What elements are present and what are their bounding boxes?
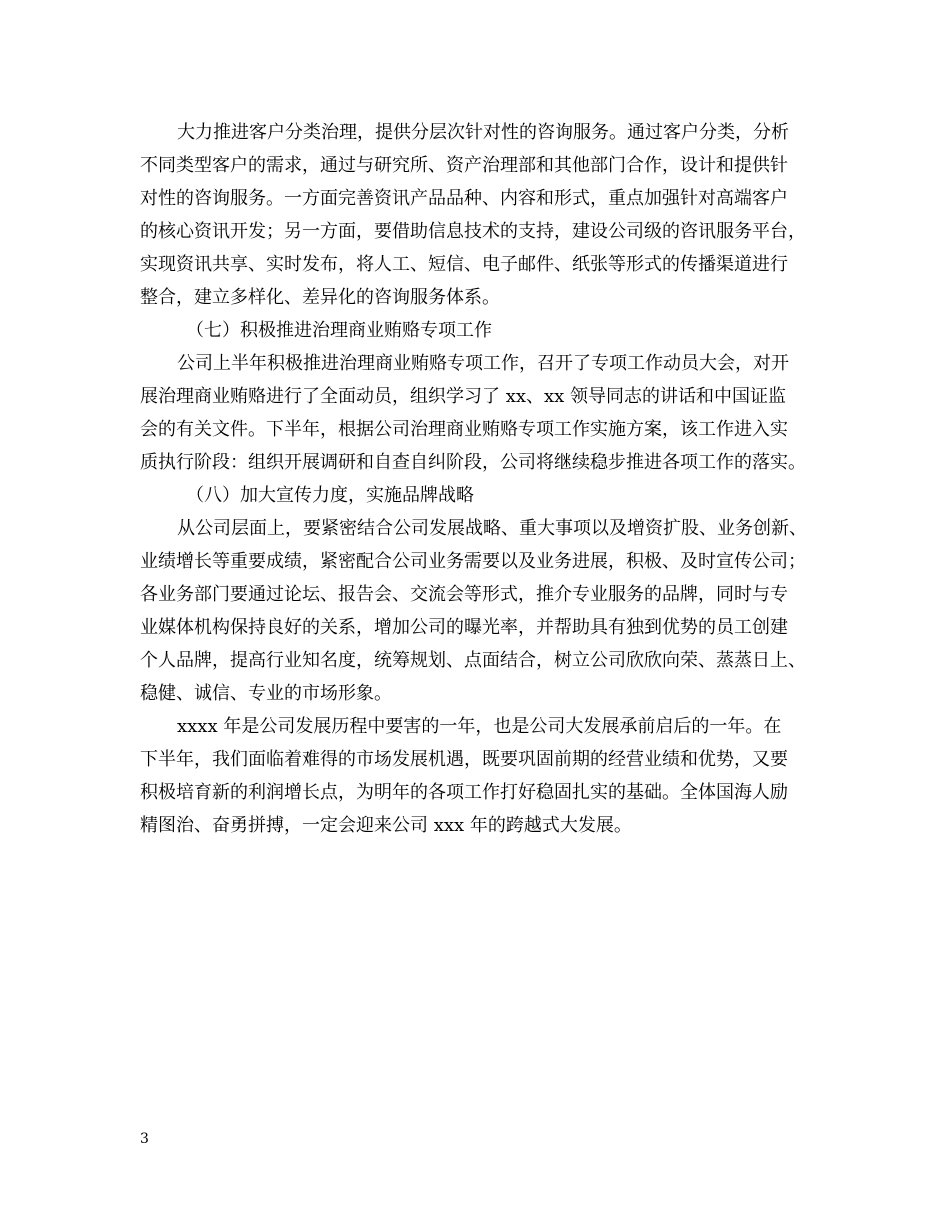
paragraph-line: 的核心资讯开发；另一方面，要借助信息技术的支持，建设公司级的咨讯服务平台， xyxy=(140,221,806,242)
section-heading: （八）加大宣传力度，实施品牌战略 xyxy=(186,485,474,506)
paragraph-line: 不同类型客户的需求，通过与研究所、资产治理部和其他部门合作，设计和提供针 xyxy=(140,155,788,176)
paragraph-line: 精图治、奋勇拼搏，一定会迎来公司 xxx 年的跨越式大发展。 xyxy=(140,815,632,836)
paragraph-line: 公司上半年积极推进治理商业贿赂专项工作，召开了专项工作动员大会，对开 xyxy=(177,353,789,374)
paragraph-line: 稳健、诚信、专业的市场形象。 xyxy=(140,683,392,704)
paragraph-line: 对性的咨询服务。一方面完善资讯产品品种、内容和形式，重点加强针对高端客户 xyxy=(140,188,788,209)
page-number: 3 xyxy=(140,1131,149,1147)
paragraph-line: 实现资讯共享、实时发布，将人工、短信、电子邮件、纸张等形式的传播渠道进行 xyxy=(140,254,788,275)
paragraph-line: 质执行阶段：组织开展调研和自查自纠阶段，公司将继续稳步推进各项工作的落实。 xyxy=(140,452,806,473)
paragraph-line: 各业务部门要通过论坛、报告会、交流会等形式，推介专业服务的品牌，同时与专 xyxy=(140,584,788,605)
paragraph-line: xxxx 年是公司发展历程中要害的一年，也是公司大发展承前启后的一年。在 xyxy=(177,716,782,737)
paragraph-line: 下半年，我们面临着难得的市场发展机遇，既要巩固前期的经营业绩和优势，又要 xyxy=(140,749,788,770)
paragraph-line: 从公司层面上，要紧密结合公司发展战略、重大事项以及增资扩股、业务创新、 xyxy=(177,518,807,539)
paragraph-line: 业媒体机构保持良好的关系，增加公司的曝光率，并帮助具有独到优势的员工创建 xyxy=(140,617,788,638)
paragraph-line: 个人品牌，提高行业知名度，统筹规划、点面结合，树立公司欣欣向荣、蒸蒸日上、 xyxy=(140,650,806,671)
section-heading: （七）积极推进治理商业贿赂专项工作 xyxy=(186,320,492,341)
paragraph-line: 展治理商业贿赂进行了全面动员，组织学习了 xx、xx 领导同志的讲话和中国证监 xyxy=(140,386,787,407)
paragraph-line: 会的有关文件。下半年，根据公司治理商业贿赂专项工作实施方案，该工作进入实 xyxy=(140,419,788,440)
paragraph-line: 大力推进客户分类治理，提供分层次针对性的咨询服务。通过客户分类，分析 xyxy=(177,122,789,143)
paragraph-line: 业绩增长等重要成绩，紧密配合公司业务需要以及业务进展，积极、及时宣传公司； xyxy=(140,551,806,572)
paragraph-line: 整合，建立多样化、差异化的咨询服务体系。 xyxy=(140,287,500,308)
paragraph-line: 积极培育新的利润增长点，为明年的各项工作打好稳固扎实的基础。全体国海人励 xyxy=(140,782,788,803)
